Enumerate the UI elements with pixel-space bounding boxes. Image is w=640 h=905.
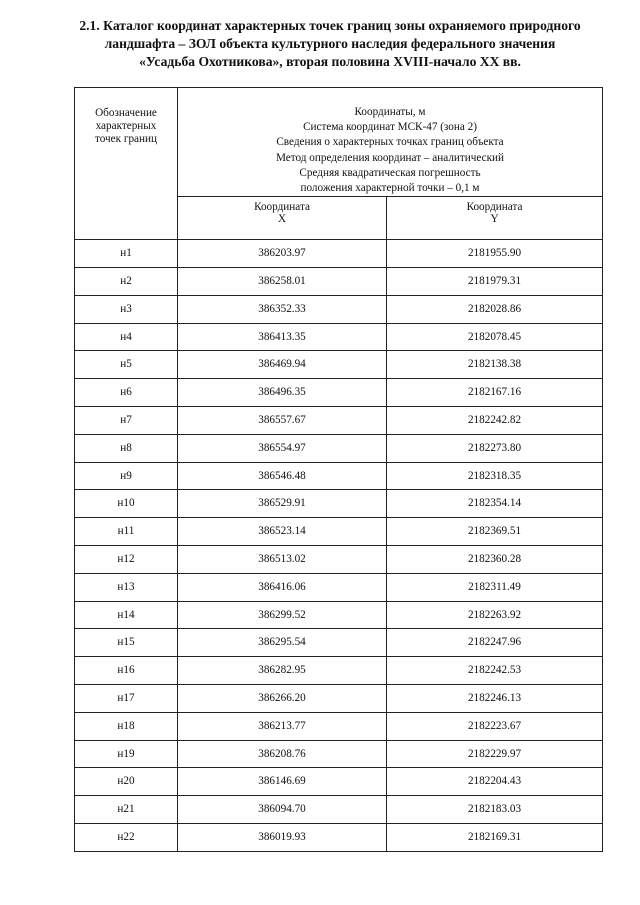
y-cell-value: 2182354.14 [467,497,522,510]
y-cell-value: 2182369.51 [467,525,522,538]
table-row [75,407,603,435]
y-cell [387,823,603,851]
point-cell [75,462,178,490]
point-cell-value: н17 [117,691,135,704]
subheader-x-label: Координата [254,201,310,214]
x-cell-value: 386146.69 [258,775,306,788]
y-cell [387,740,603,768]
point-cell-value: н20 [117,775,135,788]
x-cell [178,490,387,518]
y-cell-value: 2182318.35 [467,469,522,482]
title-line: 2.1. Каталог координат характерных точек границ зоны охраняемого природного [79,18,581,33]
table-row [75,601,603,629]
x-cell [178,351,387,379]
header-left-line: Обозначение [95,107,157,119]
x-cell-value: 386258.01 [258,275,306,288]
point-cell-value: н14 [117,608,135,621]
point-cell [75,323,178,351]
y-cell-value: 2182229.97 [467,747,522,760]
point-cell-value: н7 [120,414,132,426]
y-cell-value: 2182223.67 [467,719,522,732]
table-row [75,573,603,601]
y-cell-value: 2182169.31 [467,830,522,843]
y-cell [387,601,603,629]
table-row [75,629,603,657]
y-cell-value: 2181955.90 [467,247,522,260]
x-cell-value: 386416.06 [258,580,306,593]
y-cell-value: 2182360.28 [467,552,522,565]
header-right-line: Метод определения координат – аналитический [276,151,505,164]
point-cell [75,657,178,685]
point-cell [75,684,178,712]
x-cell [178,518,387,546]
point-cell-value: н1 [120,247,132,260]
y-cell [387,407,603,435]
x-cell [178,823,387,851]
title-line: «Усадьба Охотникова», вторая половина XVIII-начало XX вв. [139,54,521,69]
x-cell [178,268,387,296]
subheader-x [178,197,387,240]
point-cell-value: н22 [117,830,135,843]
y-cell-value: 2182028.86 [467,302,522,315]
document-title [60,17,600,71]
point-cell-value: н9 [120,469,132,482]
coordinates-table [74,87,603,852]
point-cell-value: н18 [117,719,135,732]
table-row [75,768,603,796]
x-cell [178,657,387,685]
y-cell [387,629,603,657]
table-header-row [75,88,603,197]
y-cell-value: 2182311.49 [468,580,521,593]
header-right-line: Сведения о характерных точках границ объекта [276,136,504,149]
y-cell-value: 2182167.16 [467,386,522,399]
header-right-line: Средняя квадратическая погрешность [299,166,481,179]
x-cell-value: 386529.91 [258,497,306,510]
y-cell [387,434,603,462]
x-cell [178,768,387,796]
table-row [75,323,603,351]
y-cell [387,657,603,685]
x-cell-value: 386557.67 [258,414,306,426]
x-cell [178,462,387,490]
point-cell-value: н3 [120,302,132,315]
y-cell [387,240,603,268]
x-cell [178,712,387,740]
x-cell-value: 386469.94 [258,358,306,371]
point-cell [75,490,178,518]
point-cell-value: н13 [117,580,135,593]
x-cell-value: 386546.48 [258,469,306,482]
point-cell [75,351,178,379]
y-cell [387,351,603,379]
subheader-y-label: Координата [466,201,523,214]
subheader-y-axis: Y [490,213,499,226]
table-row [75,712,603,740]
table-row [75,823,603,851]
x-cell [178,323,387,351]
header-coordinates-info [178,88,603,197]
y-cell [387,462,603,490]
x-cell [178,240,387,268]
point-cell [75,240,178,268]
y-cell [387,295,603,323]
point-cell [75,796,178,824]
point-cell [75,573,178,601]
y-cell [387,323,603,351]
x-cell-value: 386213.77 [258,719,306,732]
x-cell-value: 386299.52 [258,608,306,621]
table-row [75,490,603,518]
point-cell [75,295,178,323]
x-cell-value: 386352.33 [258,302,306,315]
point-cell [75,434,178,462]
y-cell-value: 2182138.38 [467,358,522,371]
y-cell [387,518,603,546]
table-row [75,240,603,268]
table-row [75,351,603,379]
y-cell-value: 2182263.92 [467,608,522,621]
y-cell [387,684,603,712]
point-cell [75,712,178,740]
table-row [75,295,603,323]
y-cell [387,379,603,407]
title-line: ландшафта – ЗОЛ объекта культурного наследия федерального значения [104,36,556,51]
y-cell [387,768,603,796]
point-cell-value: н15 [117,636,135,649]
subheader-x-axis: X [277,213,287,226]
x-cell-value: 386203.97 [258,247,306,260]
y-cell-value: 2182242.82 [467,414,522,426]
table-body [75,240,603,852]
table-row [75,268,603,296]
y-cell [387,490,603,518]
x-cell [178,407,387,435]
y-cell-value: 2182204.43 [467,775,522,788]
point-cell [75,407,178,435]
table-row [75,379,603,407]
point-cell-value: н4 [120,330,132,343]
x-cell-value: 386094.70 [258,803,306,816]
x-cell-value: 386413.35 [258,330,306,343]
table-row [75,657,603,685]
x-cell [178,629,387,657]
point-cell-value: н11 [117,525,135,538]
point-cell-value: н6 [120,386,132,399]
x-cell-value: 386554.97 [258,441,306,454]
x-cell [178,573,387,601]
point-cell-value: н12 [117,552,135,565]
y-cell [387,268,603,296]
point-cell [75,629,178,657]
table-row [75,462,603,490]
x-cell [178,601,387,629]
y-cell-value: 2182273.80 [467,441,522,454]
x-cell-value: 386496.35 [258,386,306,399]
point-cell [75,740,178,768]
y-cell-value: 2182247.96 [467,636,522,649]
x-cell-value: 386282.95 [258,664,306,677]
x-cell [178,740,387,768]
y-cell [387,573,603,601]
x-cell-value: 386266.20 [258,691,306,704]
point-cell-value: н21 [117,803,135,816]
x-cell [178,379,387,407]
x-cell-value: 386513.02 [258,552,306,565]
header-left-line: характерных [95,120,157,132]
x-cell [178,545,387,573]
point-cell-value: н5 [120,358,132,371]
point-cell-value: н16 [117,664,135,677]
y-cell-value: 2181979.31 [467,275,522,288]
x-cell [178,434,387,462]
point-cell-value: н8 [120,441,132,454]
x-cell [178,295,387,323]
y-cell [387,712,603,740]
x-cell [178,796,387,824]
table-row [75,434,603,462]
header-left-line: точек границ [95,133,157,145]
table-row [75,684,603,712]
x-cell-value: 386208.76 [258,747,306,760]
header-point-designation [75,88,178,240]
x-cell [178,684,387,712]
header-right-line: Система координат МСК-47 (зона 2) [303,121,477,134]
y-cell-value: 2182183.03 [467,803,522,816]
point-cell [75,823,178,851]
point-cell-value: н2 [120,275,132,288]
point-cell [75,518,178,546]
point-cell [75,601,178,629]
y-cell-value: 2182246.13 [467,691,522,704]
table-row [75,545,603,573]
point-cell [75,768,178,796]
point-cell-value: н19 [117,747,135,760]
table-row [75,518,603,546]
point-cell-value: н10 [117,497,135,510]
x-cell-value: 386295.54 [258,636,306,649]
subheader-y [387,197,603,240]
point-cell [75,268,178,296]
x-cell-value: 386019.93 [258,830,306,843]
x-cell-value: 386523.14 [258,525,306,538]
table-row [75,740,603,768]
y-cell-value: 2182078.45 [467,330,522,343]
y-cell-value: 2182242.53 [467,664,522,677]
table-row [75,796,603,824]
point-cell [75,379,178,407]
point-cell [75,545,178,573]
y-cell [387,796,603,824]
header-right-line: Координаты, м [354,106,426,118]
y-cell [387,545,603,573]
header-right-line: положения характерной точки – 0,1 м [300,182,480,195]
